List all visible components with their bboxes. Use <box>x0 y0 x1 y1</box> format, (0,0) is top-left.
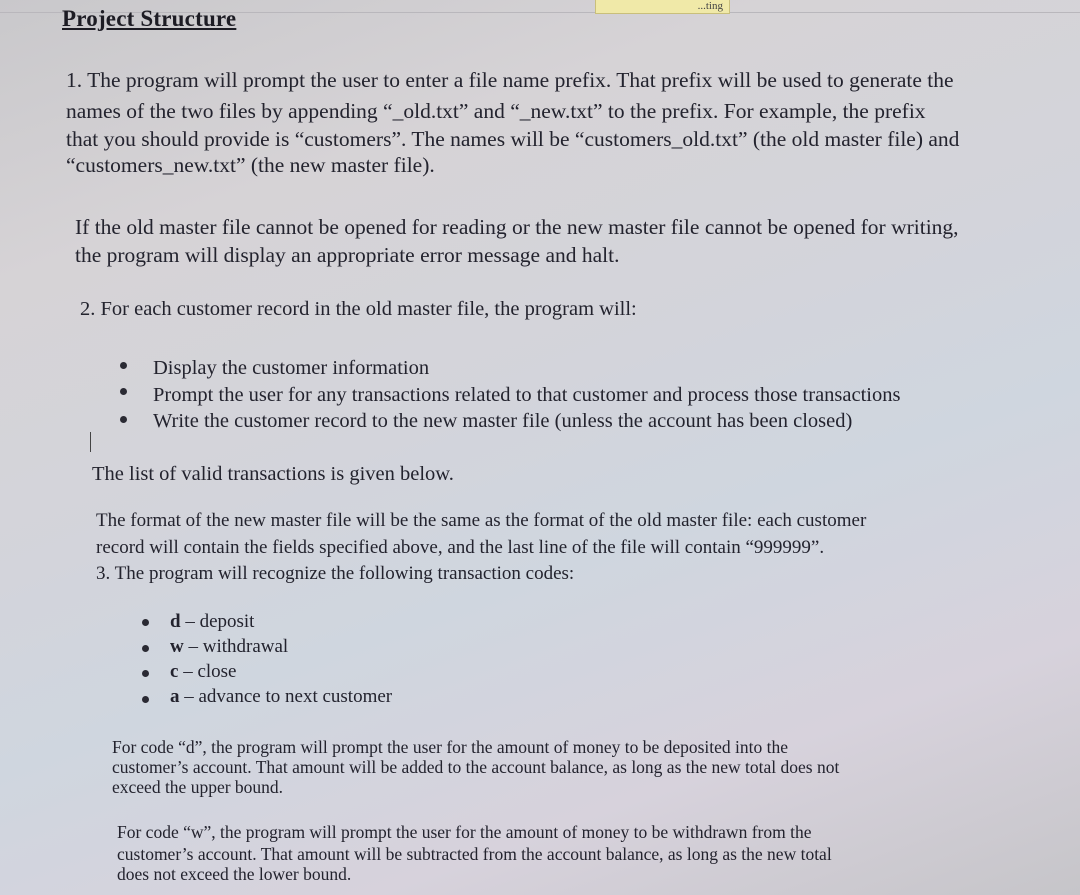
paragraph-line: 1. The program will prompt the user to enter a file name prefix. That prefix will be used to generate the <box>66 68 954 92</box>
bullet-icon <box>142 696 149 703</box>
paragraph-line: “customers_new.txt” (the new master file). <box>66 153 435 177</box>
paragraph-line: names of the two files by appending “_old.txt” and “_new.txt” to the prefix. For example, the prefix <box>66 99 926 123</box>
bullet-icon <box>120 362 127 369</box>
page-title: Project Structure <box>62 6 237 31</box>
paragraph-line: exceed the upper bound. <box>112 777 284 797</box>
paragraph-line: customer’s account. That amount will be subtracted from the account balance, as long as the new total <box>117 844 832 864</box>
bullet-icon <box>120 416 127 423</box>
transaction-code: w <box>170 636 184 657</box>
paragraph-line: does not exceed the lower bound. <box>117 864 352 884</box>
transaction-code: a <box>170 686 180 707</box>
transaction-desc: – advance to next customer <box>179 686 393 707</box>
paragraph-customer-loop: 2. For each customer record in the old master file, the program will: <box>80 298 637 320</box>
list-item <box>170 611 254 632</box>
transaction-desc: – withdrawal <box>183 636 289 657</box>
list-item: Write the customer record to the new master file (unless the account has been closed) <box>153 410 853 432</box>
list-item <box>170 686 392 707</box>
paragraph-line: 3. The program will recognize the following transaction codes: <box>96 563 575 584</box>
bullet-icon <box>142 645 149 652</box>
list-item: Display the customer information <box>153 357 430 379</box>
text-cursor <box>90 432 91 452</box>
transaction-desc: – close <box>178 661 237 682</box>
transaction-code: d <box>170 611 181 632</box>
paragraph-line: The format of the new master file will be the same as the format of the old master file: each customer <box>96 510 867 531</box>
paragraph-valid-transactions: The list of valid transactions is given below. <box>92 463 454 485</box>
transaction-code: c <box>170 661 179 682</box>
bullet-icon <box>142 619 149 626</box>
paragraph-line: For code “d”, the program will prompt the user for the amount of money to be deposited into the <box>112 737 789 757</box>
partial-tab-label: ...ting <box>595 0 730 14</box>
list-item: Prompt the user for any transactions related to that customer and process those transactions <box>153 384 901 406</box>
paragraph-line: For code “w”, the program will prompt the user for the amount of money to be withdrawn from the <box>117 822 812 842</box>
list-item <box>170 636 288 657</box>
bullet-icon <box>120 388 127 395</box>
paragraph-line: If the old master file cannot be opened for reading or the new master file cannot be opened for writing, <box>75 215 959 239</box>
paragraph-line: that you should provide is “customers”. The names will be “customers_old.txt” (the old master file) and <box>66 127 960 151</box>
bullet-icon <box>142 670 149 677</box>
paragraph-line: the program will display an appropriate error message and halt. <box>75 243 620 267</box>
list-item <box>170 661 236 682</box>
paragraph-line: customer’s account. That amount will be added to the account balance, as long as the new total does not <box>112 757 840 777</box>
paragraph-line: record will contain the fields specified above, and the last line of the file will contain “999999”. <box>96 537 825 558</box>
transaction-desc: – deposit <box>180 611 255 632</box>
